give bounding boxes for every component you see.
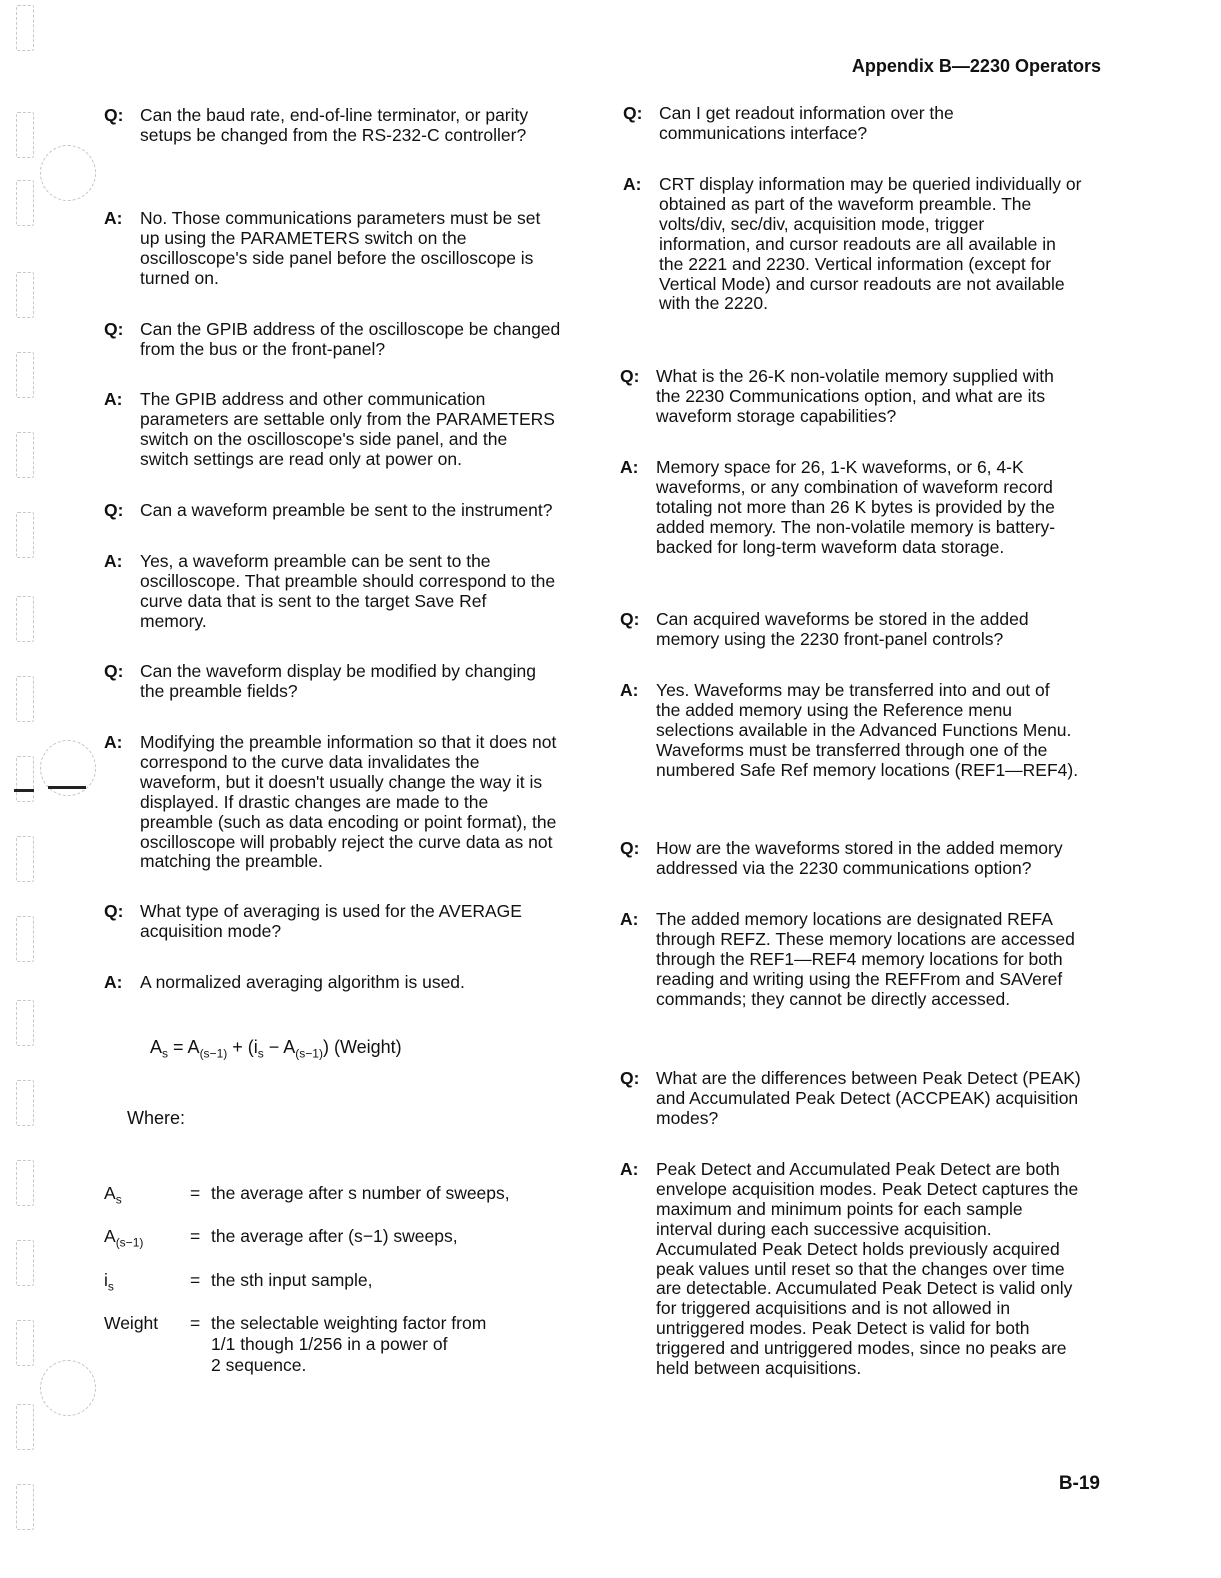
question-text: Can the baud rate, end-of-line terminator, or parity setups be changed from the RS-232-C controller? (140, 105, 529, 145)
answer-text: Modifying the preamble information so that it does not correspond to the curve data invalidates the waveform, but it doesn't usually change the way it is displayed. If drastic changes are made to the preamble (such as data encoding or point format), the oscilloscope will probably reject the curve data as not matching the preamble. (140, 732, 557, 872)
right-answer-4 (620, 910, 1110, 1010)
page-header: Appendix B—2230 Operators (851, 56, 1101, 76)
right-question-2 (620, 367, 1110, 427)
where-label: Where: (127, 1108, 186, 1128)
answer-text: Yes, a waveform preamble can be sent to the oscilloscope. That preamble should correspond to the curve data that is sent to the target Save Ref memory. (140, 551, 556, 631)
left-question-3 (104, 501, 584, 521)
definition-symbol: $A_s$ (104, 1183, 122, 1207)
left-answer-3 (104, 552, 584, 632)
binder-slot (16, 916, 34, 962)
answer-text: Yes. Waveforms may be transferred into and out of the added memory using the Reference menu selections available in the Advanced Functions Menu. Waveforms must be transferred through one of the numbered Safe Ref memory locations (REF1—REF4). (656, 680, 1079, 780)
definition-symbol: $i_s$ (104, 1270, 114, 1294)
left-question-5 (104, 902, 584, 942)
q-label: Q: (104, 661, 124, 681)
a-label: A: (104, 208, 123, 228)
q-label: Q: (620, 838, 640, 858)
right-question-4 (620, 839, 1110, 879)
q-label: Q: (620, 366, 640, 386)
q-label: Q: (104, 105, 124, 125)
definition-equals: = (190, 1183, 201, 1203)
binder-slot (16, 1484, 34, 1530)
formula-term: A (187, 1037, 200, 1057)
definition-symbol: Weight (104, 1313, 159, 1333)
binder-hole (40, 145, 96, 201)
binder-slot (16, 756, 34, 802)
binder-mark (48, 786, 86, 789)
answer-text: Memory space for 26, 1-K waveforms, or 6, 4-K waveforms, or any combination of waveform record totaling not more than 26 K bytes is provided by the added memory. The non-volatile memory is battery- backed for long-term waveform data storage. (656, 457, 1056, 557)
question-text: What are the differences between Peak Detect (PEAK) and Accumulated Peak Detect (ACCPEAK) acquisition modes? (656, 1068, 1081, 1128)
definition-text: the average after (s−1) sweeps, (211, 1226, 458, 1246)
a-label: A: (620, 909, 639, 929)
answer-text: No. Those communications parameters must be set up using the PARAMETERS switch on the oscilloscope's side panel before the oscilloscope is turned on. (140, 208, 541, 288)
averaging-formula (150, 1037, 402, 1061)
definition-equals: = (190, 1270, 201, 1290)
a-label: A: (104, 732, 123, 752)
formula-lhs: A (150, 1037, 163, 1057)
definition-equals: = (190, 1226, 201, 1246)
formula-term-sub: s (257, 1046, 264, 1061)
question-text: How are the waveforms stored in the added memory addressed via the 2230 communications option? (656, 838, 1063, 878)
question-text: Can the waveform display be modified by changing the preamble fields? (140, 661, 536, 701)
binder-mark (14, 789, 34, 792)
left-question-4 (104, 662, 584, 702)
right-question-5 (620, 1069, 1110, 1129)
binder-slot (16, 352, 34, 398)
binder-slot (16, 596, 34, 642)
binder-slot (16, 676, 34, 722)
definition-symbol: $A_{(s-1)}$ (104, 1226, 144, 1250)
a-label: A: (620, 680, 639, 700)
left-answer-5 (104, 973, 584, 993)
binder-hole (40, 1360, 96, 1416)
question-text: Can I get readout information over the communications interface? (659, 103, 954, 143)
a-label: A: (104, 972, 123, 992)
right-question-3 (620, 610, 1110, 650)
binder-margin (0, 0, 100, 1578)
answer-text: A normalized averaging algorithm is used. (140, 972, 465, 992)
definition-text: the average after s number of sweeps, (211, 1183, 510, 1203)
a-label: A: (620, 1159, 639, 1179)
binder-slot (16, 836, 34, 882)
a-label: A: (104, 551, 123, 571)
definition-row (104, 1270, 574, 1294)
formula-tail: ) (Weight) (322, 1037, 402, 1057)
definition-equals: = (190, 1313, 201, 1333)
answer-text: The added memory locations are designated REFA through REFZ. These memory locations are accessed through the REF1—REF4 memory locations for both reading and writing using the REFFrom and SAVeref commands; they cannot be directly accessed. (656, 909, 1075, 1009)
binder-slot (16, 1320, 34, 1366)
right-question-1 (623, 104, 1113, 144)
left-answer-1 (104, 209, 584, 289)
q-label: Q: (104, 901, 124, 921)
question-text: Can acquired waveforms be stored in the added memory using the 2230 front-panel controls? (656, 609, 1029, 649)
binder-slot (16, 1080, 34, 1126)
answer-text: CRT display information may be queried individually or obtained as part of the waveform preamble. The volts/div, sec/div, acquisition mode, trigger information, and cursor readouts are all available in the 2221 and 2230. Vertical information (except for Vertical Mode) and cursor readouts are not available with the 2220. (659, 174, 1082, 314)
formula-eq: = (168, 1037, 188, 1057)
right-answer-1 (623, 175, 1113, 314)
binder-slot (16, 180, 34, 226)
question-text: Can a waveform preamble be sent to the instrument? (140, 500, 553, 520)
question-text: What type of averaging is used for the AVERAGE acquisition mode? (140, 901, 522, 941)
formula-minus: − A (263, 1037, 296, 1057)
binder-slot (16, 272, 34, 318)
right-answer-3 (620, 681, 1110, 781)
binder-slot (16, 512, 34, 558)
page-number: B-19 (1058, 1473, 1100, 1494)
q-label: Q: (620, 609, 640, 629)
q-label: Q: (104, 500, 124, 520)
left-question-1 (104, 106, 584, 146)
definition-row (104, 1226, 574, 1250)
definition-row (104, 1183, 574, 1207)
left-answer-4 (104, 733, 584, 872)
left-answer-2 (104, 390, 584, 470)
a-label: A: (623, 174, 642, 194)
formula-term-sub: (s−1) (295, 1046, 323, 1061)
binder-slot (16, 1000, 34, 1046)
q-label: Q: (104, 319, 124, 339)
binder-slot (16, 5, 34, 51)
binder-slot (16, 1404, 34, 1450)
q-label: Q: (623, 103, 643, 123)
formula-term-sub: (s−1) (199, 1046, 228, 1061)
formula-lhs-sub: s (162, 1046, 169, 1061)
definition-text: the selectable weighting factor from 1/1 though 1/256 in a power of 2 sequence. (211, 1313, 487, 1375)
definition-text: the sth input sample, (211, 1270, 373, 1290)
answer-text: The GPIB address and other communication parameters are settable only from the PARAMETERS switch on the oscilloscope's side panel, and the switch settings are read only at power on. (140, 389, 555, 469)
binder-slot (16, 112, 34, 158)
right-answer-2 (620, 458, 1110, 558)
q-label: Q: (620, 1068, 640, 1088)
binder-slot (16, 1160, 34, 1206)
left-question-2 (104, 320, 584, 360)
a-label: A: (620, 457, 639, 477)
binder-slot (16, 1240, 34, 1286)
right-answer-5 (620, 1160, 1110, 1379)
question-text: What is the 26-K non-volatile memory supplied with the 2230 Communications option, and what are its waveform storage capabilities? (656, 366, 1054, 426)
answer-text: Peak Detect and Accumulated Peak Detect are both envelope acquisition modes. Peak Detect captures the maximum and minimum points for each sample interval during each successive acquisition. Accumulated Peak Detect holds previously acquired peak values until reset so that the changes over time are detectable. Accumulated Peak Detect is valid only for triggered acquisitions and is not allowed in untriggered modes. Peak Detect is valid for both triggered and untriggered modes, since no peaks are held between acquisitions. (656, 1159, 1079, 1379)
question-text: Can the GPIB address of the oscilloscope be changed from the bus or the front-panel? (140, 319, 561, 359)
definition-row (104, 1313, 574, 1376)
binder-slot (16, 432, 34, 478)
a-label: A: (104, 389, 123, 409)
formula-plus: + (i (227, 1037, 258, 1057)
